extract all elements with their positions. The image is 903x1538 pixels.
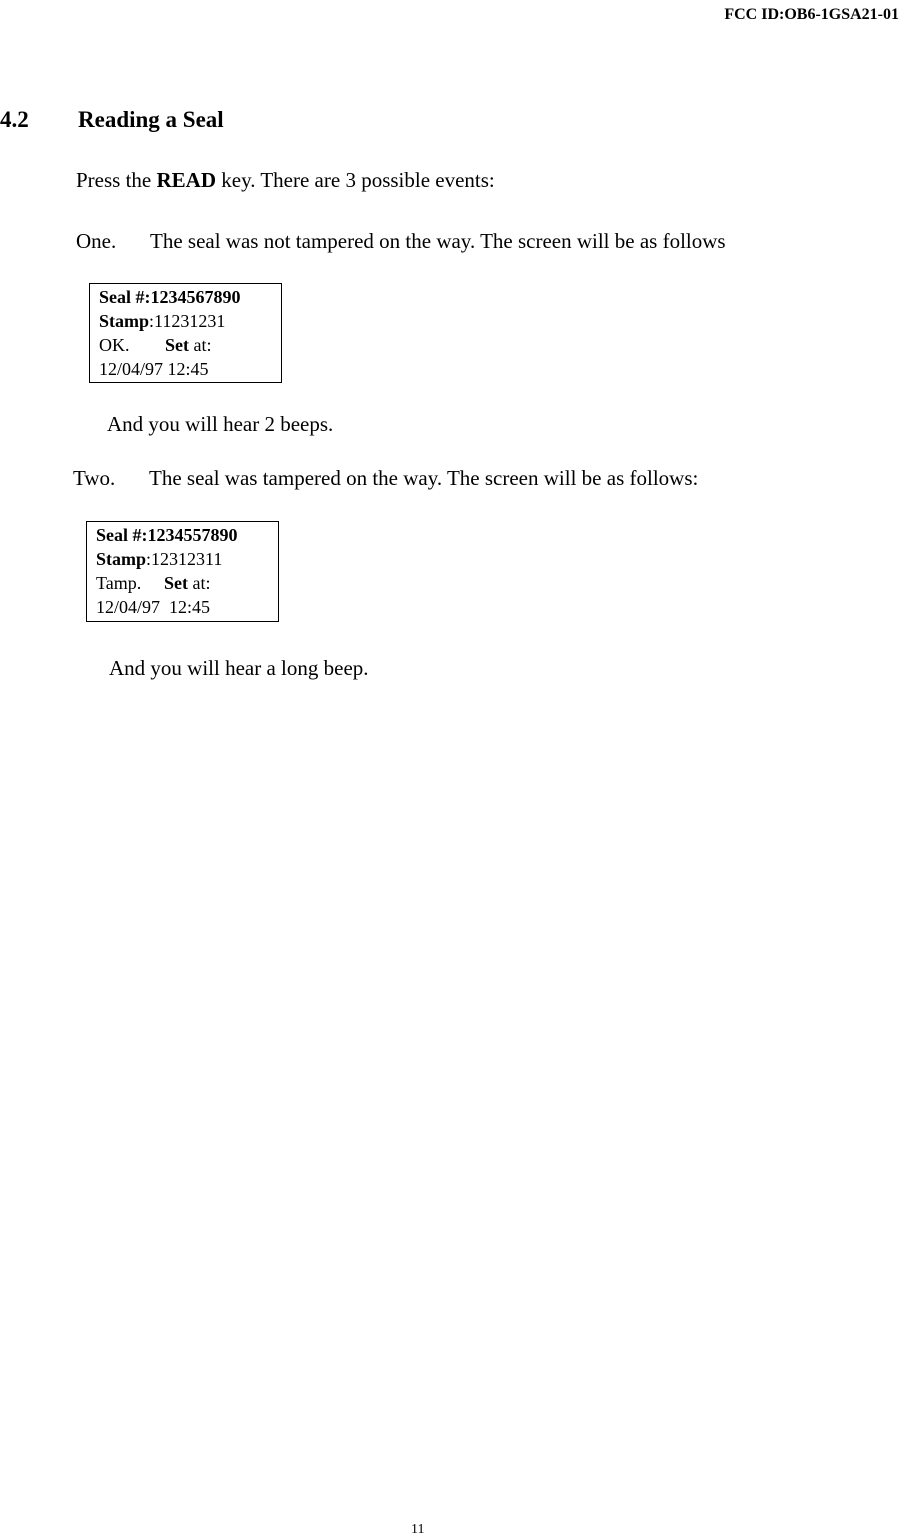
event-one-paragraph: [76, 229, 726, 254]
intro-text-before: Press the: [76, 168, 157, 192]
intro-text-after: key. There are 3 possible events:: [216, 168, 495, 192]
lcd-screen-ok: [89, 283, 282, 383]
lcd-stamp-label: Stamp: [96, 549, 147, 569]
event-two-label: Two.: [73, 466, 116, 490]
lcd-set-suffix: at:: [189, 335, 212, 355]
lcd-set-label: Set: [164, 573, 188, 593]
lcd-stamp-label: Stamp: [99, 311, 150, 331]
lcd-status-line: [96, 571, 270, 595]
section-title: Reading a Seal: [78, 107, 224, 132]
section-number: 4.2: [0, 107, 29, 132]
lcd-status: OK.: [99, 335, 130, 355]
lcd-seal-label: Seal #:: [99, 287, 151, 307]
event-one-label: One.: [76, 229, 117, 253]
lcd-seal-value: 1234557890: [147, 525, 238, 545]
lcd-datetime: 12/04/97 12:45: [96, 597, 211, 617]
lcd-set-suffix: at:: [188, 573, 211, 593]
event-two-text: The seal was tampered on the way. The screen will be as follows:: [149, 466, 699, 490]
page-number: 11: [411, 1522, 425, 1537]
lcd-seal-line: [96, 523, 270, 547]
lcd-seal-line: [99, 285, 273, 309]
event-two-paragraph: [73, 466, 698, 491]
lcd-status-line: [99, 333, 273, 357]
lcd-status: Tamp.: [96, 573, 142, 593]
lcd-seal-value: 1234567890: [150, 287, 241, 307]
read-key-label: READ: [156, 168, 217, 192]
event-two-result: And you will hear a long beep.: [109, 656, 369, 680]
lcd-datetime: 12/04/97 12:45: [99, 359, 209, 379]
event-one-result: And you will hear 2 beeps.: [107, 412, 334, 436]
lcd-set-label: Set: [165, 335, 189, 355]
lcd-stamp-line: [96, 547, 270, 571]
intro-paragraph: [76, 168, 495, 193]
lcd-stamp-line: [99, 309, 273, 333]
lcd-seal-label: Seal #:: [96, 525, 148, 545]
lcd-stamp-value: :11231231: [149, 311, 226, 331]
fcc-id-header: FCC ID:OB6-1GSA21-01: [724, 6, 899, 23]
lcd-screen-tamp: [86, 521, 279, 622]
event-one-text: The seal was not tampered on the way. The screen will be as follows: [150, 229, 726, 253]
lcd-stamp-value: :12312311: [146, 549, 223, 569]
